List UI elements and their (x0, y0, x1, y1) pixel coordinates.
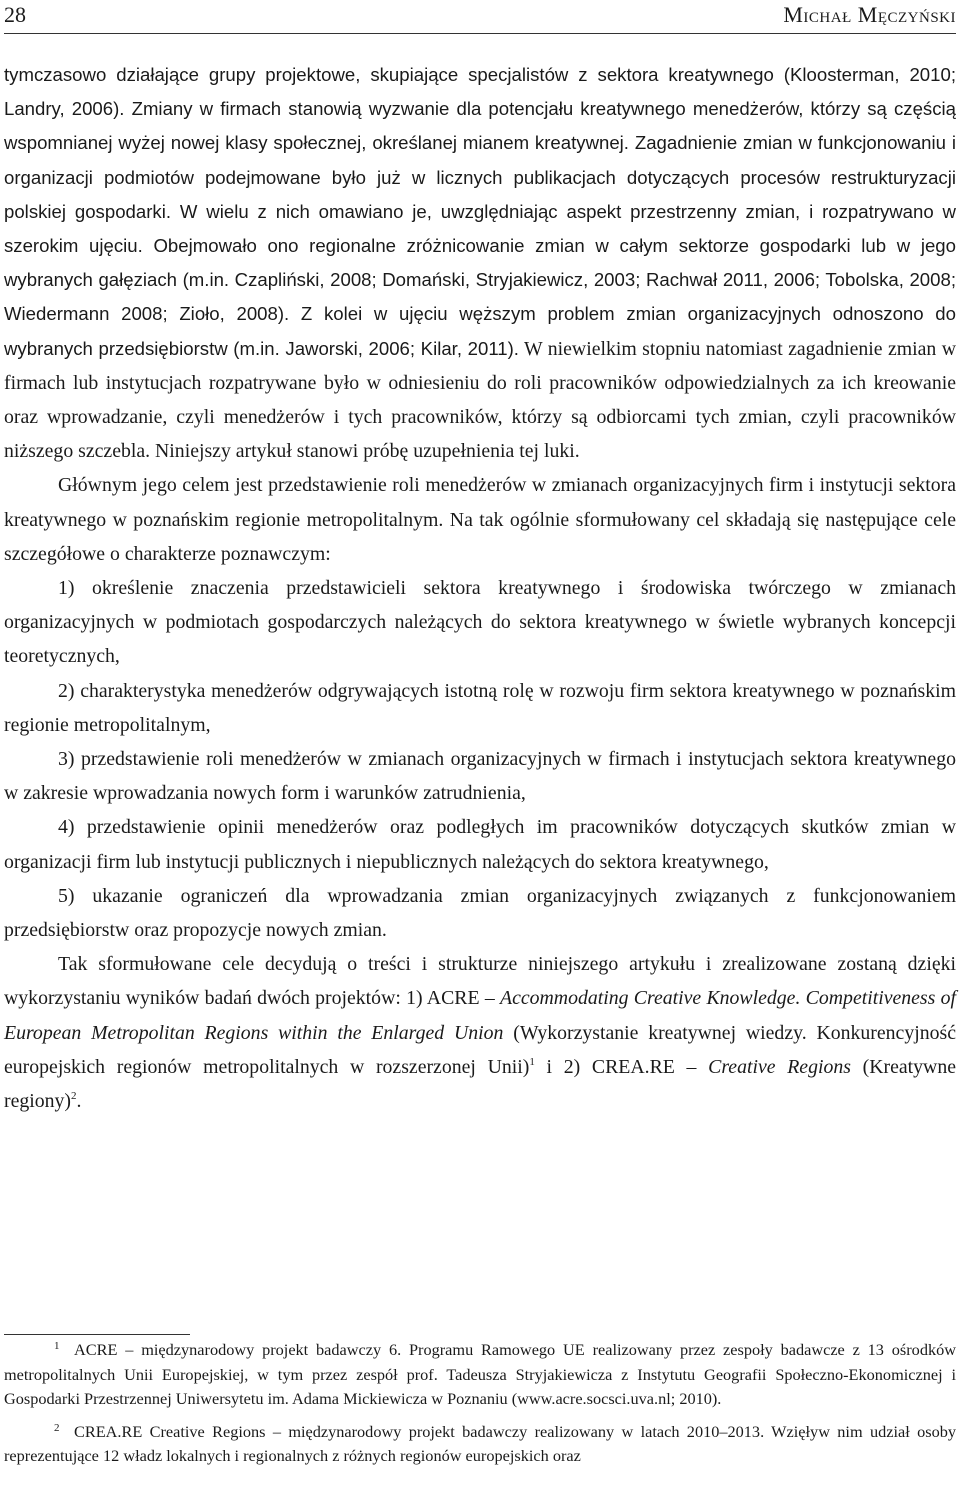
paragraph-3-text: (Wykorzystanie kreatywnej wiedzy. Konkurencyjność europejskich regionów metropolitalnych w rozszerzonej Unii) (4, 1021, 956, 1078)
footnote-ref-1[interactable]: 1 (529, 1055, 535, 1068)
footnote-1: 1 ACRE – międzynarodowy projekt badawczy 6. Programu Ramowego UE realizowany przez zespoły badawcze z 13 ośrodków metropolitalnych Unii Europejskiej, w tym przez zespół prof. Tadeusza Stryjakiewicza z Instytutu Geografii Społeczno-Ekonomicznej i Gospodarki Przestrzennej Uniwersytetu im. Adama Mickiewicza w Poznaniu (www.acre.socsci.uva.nl; 2010). (4, 1340, 956, 1409)
footnote-text: ACRE – międzynarodowy projekt badawczy 6. Programu Ramowego UE realizowany przez zespoły badawcze z 13 ośrodków metropolitalnych Unii Europejskiej, w tym przez zespół prof. Tadeusza Stryjakiewicza z Instytutu Geografii Społeczno-Ekonomicznej i Gospodarki Przestrzennej Uniwersytetu im. Adama Mickiewicza w Poznaniu (www.acre.socsci.uva.nl; 2010). (4, 1340, 956, 1409)
author-running-title: Michał Męczyński (783, 2, 956, 27)
footnote-separator (4, 1334, 190, 1335)
paragraph-3 (4, 947, 956, 1118)
paragraph-3-text: (Kreatywne regiony) (4, 1055, 957, 1113)
paragraph-2: Głównym jego celem jest przedstawienie roli menedżerów w zmianach organizacyjnych firm i instytucji sektora kreatywnego w poznańskim regionie metropolitalnym. Na tak ogólnie sformułowany cel składają się następujące cele szczegółowe o charakterze poznawczym: (4, 474, 956, 565)
paragraph-1-serif-part: W niewielkim stopniu natomiast zagadnienie zmian w firmach lub instytucjach rozpatrywane było w odniesieniu do roli pracowników odpowiedzialnych za ich kreowanie oraz wprowadzanie, czyli menedżerów i tych pracowników, którzy są odbiorcami tych zmian, czyli pracowników niższego szczebla. Niniejszy artykuł stanowi próbę uzupełnienia tej luki. (4, 337, 956, 463)
header-rule (4, 33, 956, 34)
page-number: 28 (4, 2, 26, 27)
paragraph-3-text: . (76, 1090, 82, 1113)
footnote-2: 2 CREA.RE Creative Regions – międzynarodowy projekt badawczy realizowany w latach 2010–2013. Wzięływ nim udział osoby reprezentujące 12 władz lokalnych i regionalnych z różnych regionów europejskich oraz (4, 1421, 956, 1466)
running-head (4, 0, 956, 36)
objective-item: 2) charakterystyka menedżerów odgrywających istotną rolę w rozwoju firm sektora kreatywnego w poznańskim regionie metropolitalnym, (4, 679, 956, 736)
footnote-text: CREA.RE Creative Regions – międzynarodowy projekt badawczy realizowany w latach 2010–2013. Wzięływ nim udział osoby reprezentujące 12 władz lokalnych i regionalnych z różnych regionów europejskich oraz (4, 1421, 956, 1466)
paragraph-1-sans-part: tymczasowo działające grupy projektowe, skupiające specjalistów z sektora kreatywnego (Kloosterman, 2010; Landry, 2006). Zmiany w firmach stanowią wyzwanie dla potencjału kreatywnego menedżerów, którzy są częścią wspomnianej wyżej nowej klasy społecznej, określanej mianem kreatywnej. Zagadnienie zmian w funkcjonowaniu i organizacji podmiotów podejmowane było już w licznych publikacjach dotyczących procesów restrukturyzacji polskiej gospodarki. W wielu z nich omawiano je, uwzględniając aspekt przestrzenny zmian, i rozpatrywano w szerokim ujęciu. Obejmowało ono regionalne zróżnicowanie zmian w całym sektorze gospodarki lub w jego wybranych gałęziach (m.in. Czapliński, 2008; Domański, Stryjakiewicz, 2003; Rachwał 2011, 2006; Tobolska, 2008; Wiedermann 2008; Zioło, 2008). Z kolei w ujęciu węższym problem zmian organizacyjnych odnoszono do wybranych przedsiębiorstw (m.in. Jaworski, 2006; Kilar, 2011). (4, 64, 956, 359)
body-text (4, 58, 956, 1118)
objective-item: 5) ukazanie ograniczeń dla wprowadzania zmian organizacyjnych związanych z funkcjonowaniem przedsiębiorstw oraz propozycje nowych zmian. (4, 884, 956, 942)
objective-item: 4) przedstawienie opinii menedżerów oraz podległych im pracowników dotyczących skutków zmian w organizacji firm lub instytucji publicznych i niepublicznych należących do sektora kreatywnego, (4, 816, 956, 873)
objective-item: 3) przedstawienie roli menedżerów w zmianach organizacyjnych w firmach i instytucjach sektora kreatywnego w zakresie wprowadzania nowych form i warunków zatrudnienia, (4, 748, 956, 805)
paragraph-3-text: i 2) CREA.RE – (534, 1055, 709, 1078)
footnote-ref-2[interactable]: 2 (71, 1090, 77, 1103)
objective-item: 1) określenie znaczenia przedstawicieli sektora kreatywnego i środowiska twórczego w zmianach organizacyjnych w podmiotach gospodarczych należących do sektora kreatywnego w świetle wybranych koncepcji teoretycznych, (4, 577, 956, 668)
paragraph-1 (4, 58, 956, 468)
footnotes (4, 1338, 956, 1477)
paragraph-3-text: Tak sformułowane cele decydują o treści i strukturze niniejszego artykułu i zrealizowane zostaną dzięki wykorzystaniu wyników badań dwóch projektów: 1) ACRE – (4, 953, 956, 1010)
project-acre-title: Accommodating Creative Knowledge. Competitiveness of European Metropolitan Regions within the Enlarged Union (4, 987, 956, 1044)
project-creare-title: Creative Regions (708, 1055, 851, 1078)
